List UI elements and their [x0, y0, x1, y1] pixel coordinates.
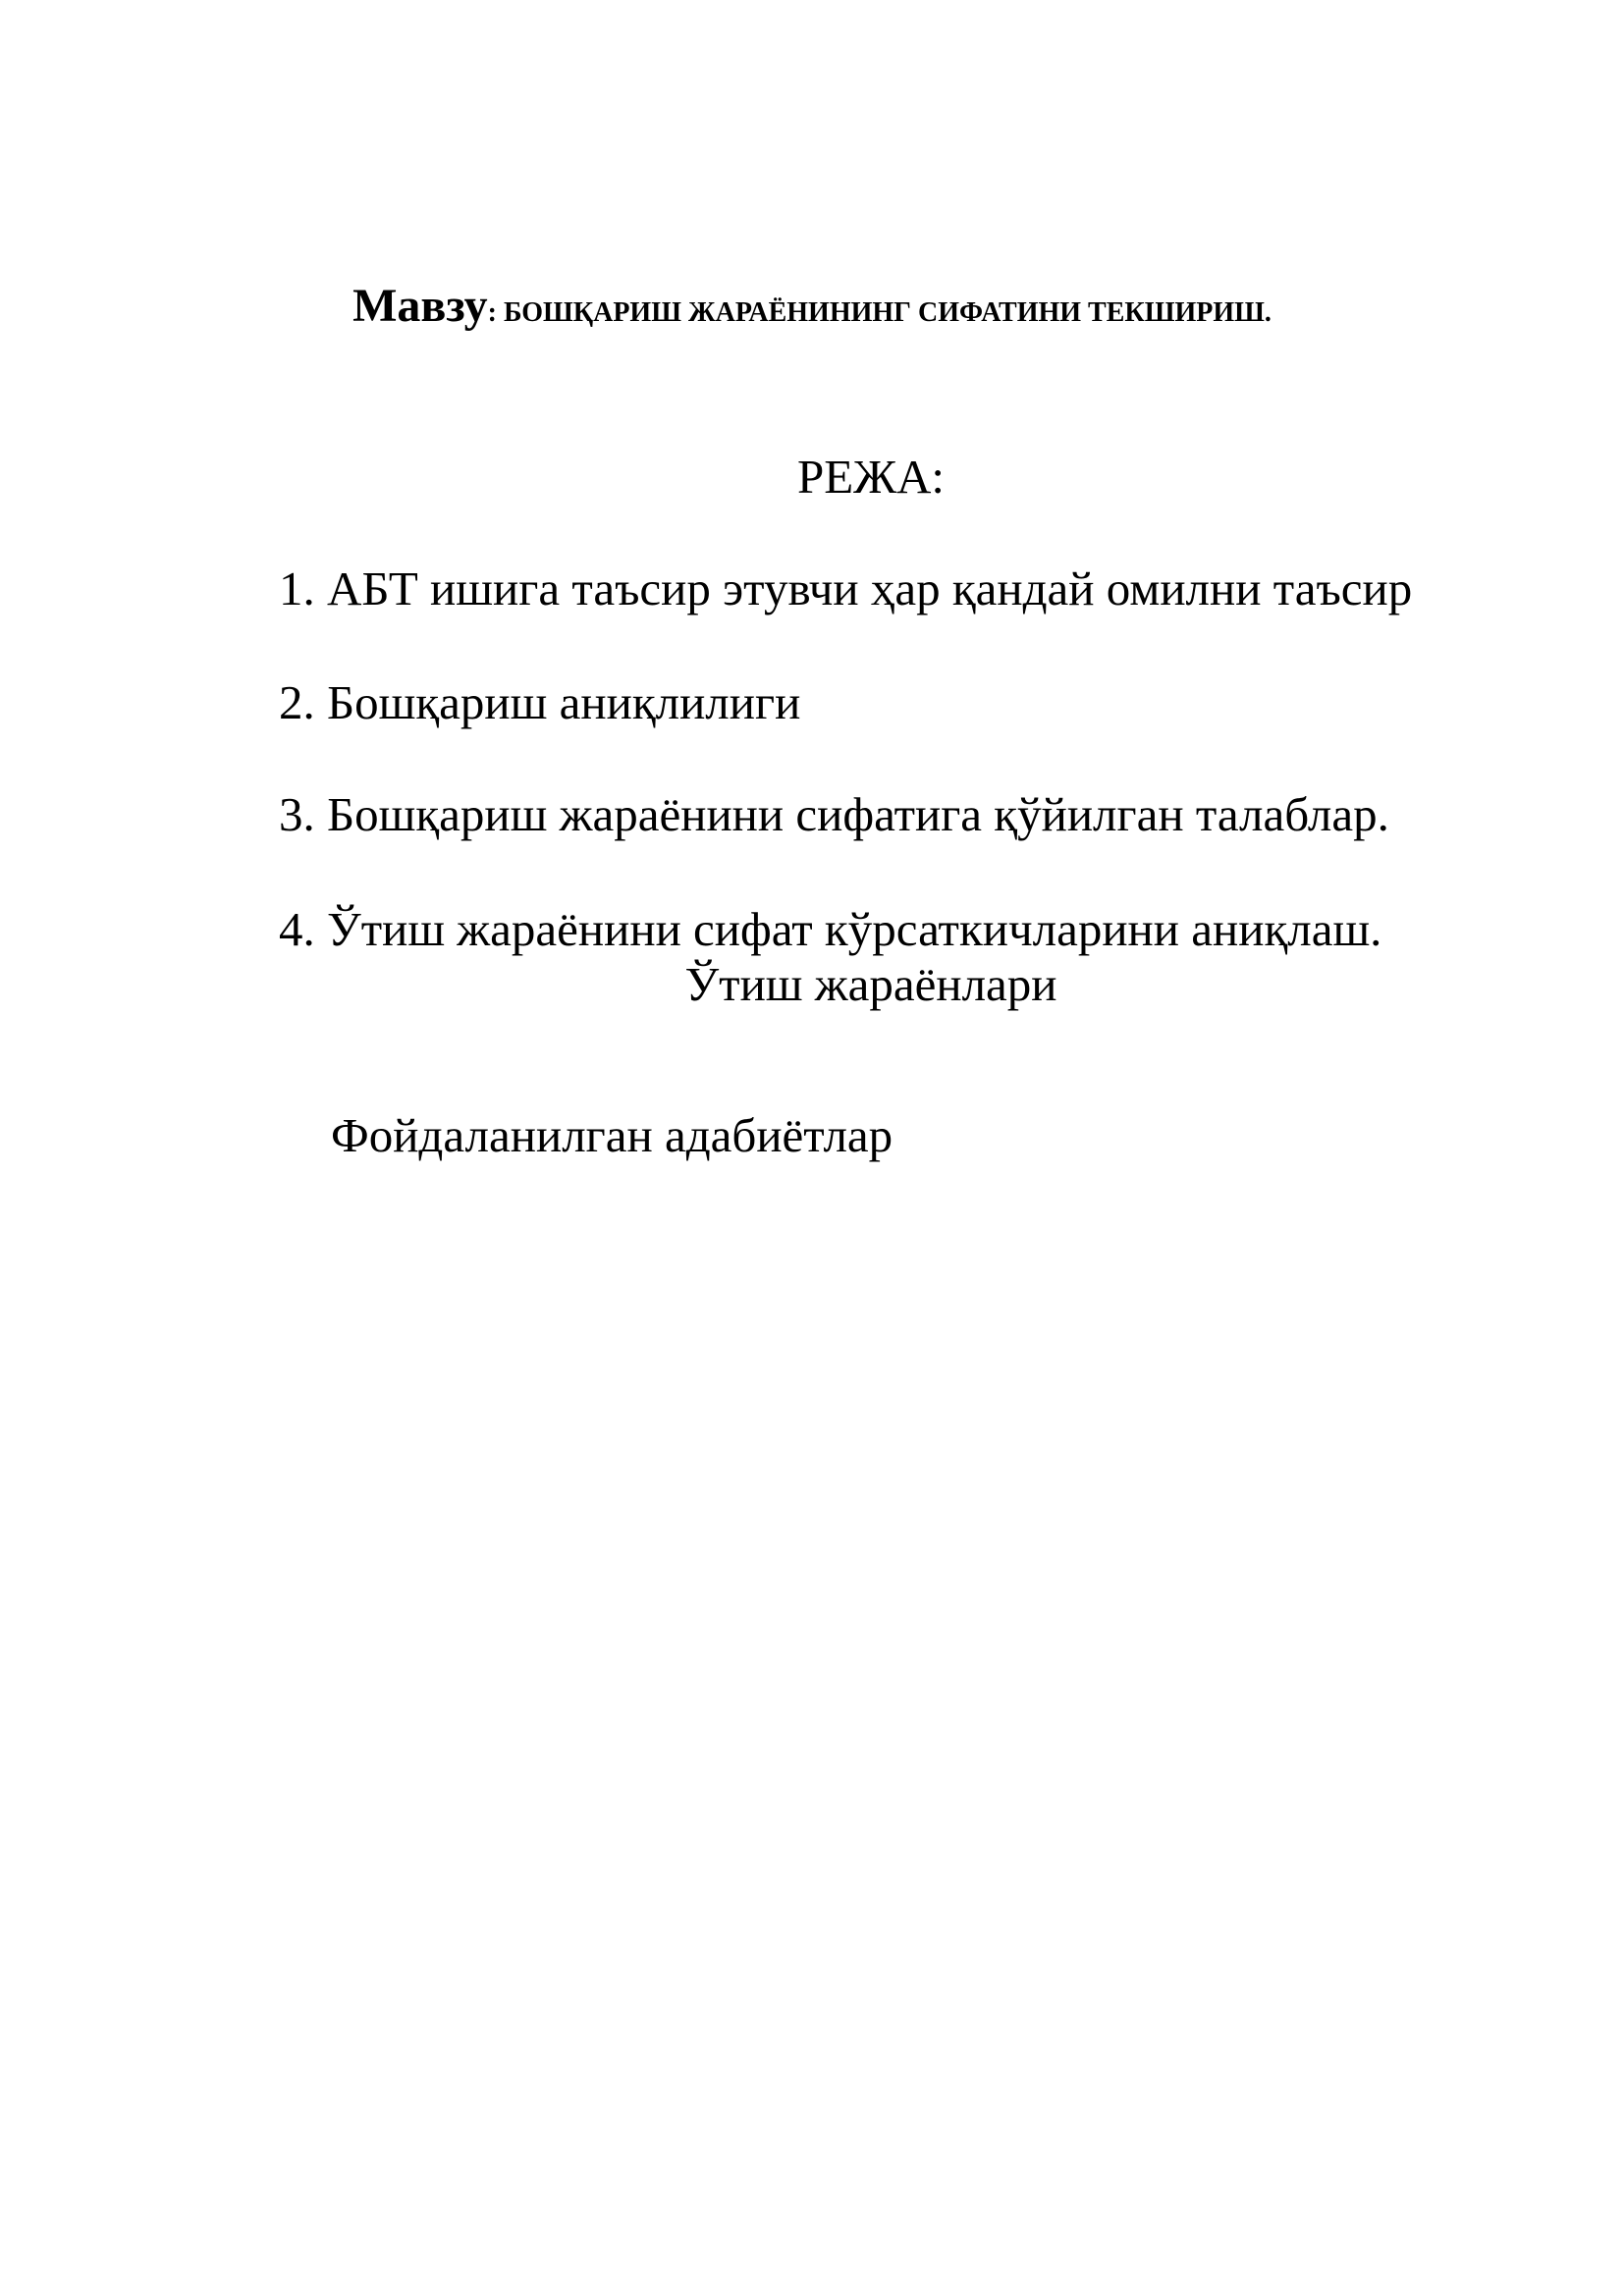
plan-item: 4. Ўтиш жараёнини сифат кўрсаткичларини аниқлаш. — [279, 902, 1382, 956]
plan-item: 1. АБТ ишига таъсир этувчи ҳар қандай омилни таъсир — [279, 561, 1413, 615]
topic-title: БОШҚАРИШ ЖАРАЁНИНИНГ СИФАТИНИ ТЕКШИРИШ. — [503, 297, 1272, 328]
plan-heading: РЕЖА: — [796, 450, 946, 504]
plan-item: 2. Бошқариш аниқлилиги — [279, 675, 801, 729]
topic-label: Мавзу — [352, 280, 488, 332]
topic-separator: : — [487, 297, 504, 328]
plan-item-continuation: Ўтиш жараёнлари — [684, 957, 1057, 1011]
references-heading: Фойдаланилган адабиётлар — [331, 1108, 893, 1162]
plan-item: 3. Бошқариш жараёнини сифатига қўйилган талаблар. — [279, 787, 1389, 841]
topic-line — [0, 277, 1624, 347]
